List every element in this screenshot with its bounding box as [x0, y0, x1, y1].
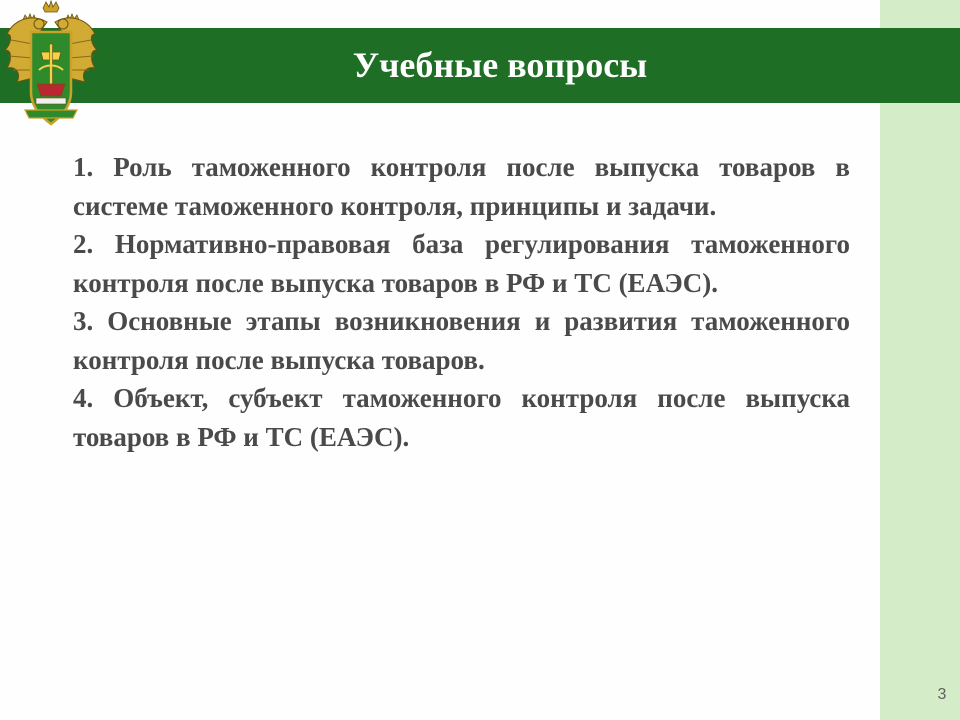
questions-list	[73, 148, 850, 456]
question-item: 3. Основные этапы возникновения и развития таможенного контроля после выпуска товаров.	[73, 306, 850, 375]
header-bar	[0, 28, 960, 103]
question-item: 2. Нормативно-правовая база регулирования таможенного контроля после выпуска товаров в РФ и ТС (ЕАЭС).	[73, 229, 850, 298]
question-item: 4. Объект, субъект таможенного контроля после выпуска товаров в РФ и ТС (ЕАЭС).	[73, 383, 850, 452]
customs-emblem-icon	[3, 0, 99, 128]
slide-title: Учебные вопросы	[352, 45, 648, 85]
side-strip	[880, 0, 960, 720]
page-number: 3	[937, 686, 947, 703]
question-item: 1. Роль таможенного контроля после выпуска товаров в системе таможенного контроля, принципы и задачи.	[73, 152, 850, 221]
